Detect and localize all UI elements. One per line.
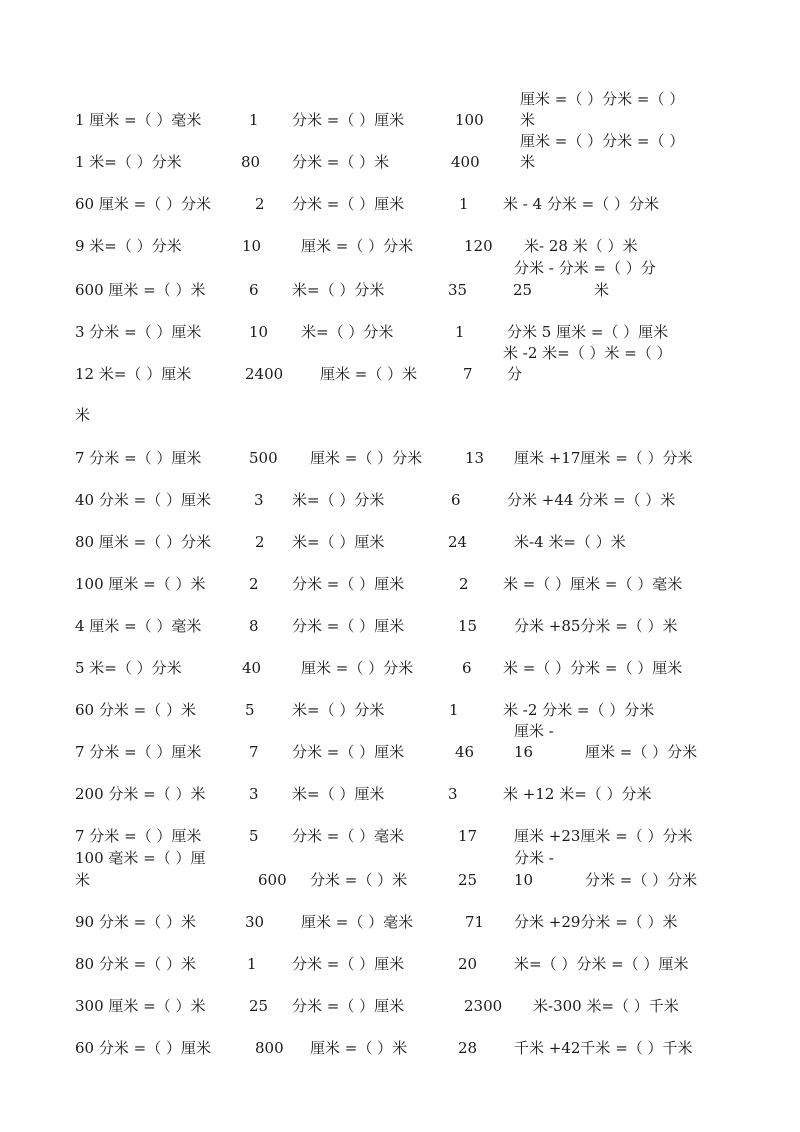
problem-number: 2400 — [245, 365, 284, 383]
problem-text: 厘米 =（ ）分米 — [585, 743, 698, 761]
problem-text: 分米 =（ ）厘米 — [292, 955, 405, 973]
problem-text: 分米 =（ ）厘米 — [292, 617, 405, 635]
problem-text: 米=（ ）厘米 — [292, 785, 385, 803]
problem-number: 17 — [458, 827, 478, 845]
problem-number: 600 — [258, 871, 287, 889]
problem-text: 分米 =（ ）毫米 — [292, 827, 405, 845]
problem-number: 500 — [249, 449, 278, 467]
problem-text: 米 -2 分米 =（ ）分米 — [503, 701, 655, 719]
problem-text: 60 分米 =（ ）厘米 — [75, 1039, 211, 1057]
problem-number: 10 — [514, 871, 534, 889]
problem-text: 厘米 - — [514, 722, 554, 740]
problem-text: 米 — [520, 111, 536, 129]
problem-number: 800 — [255, 1039, 284, 1057]
problem-text: 分米 =（ ）分米 — [585, 871, 698, 889]
problem-text: 200 分米 =（ ）米 — [75, 785, 206, 803]
problem-text: 7 分米 =（ ）厘米 — [75, 827, 202, 845]
problem-number: 30 — [245, 913, 265, 931]
problem-text: 厘米 =（ ）分米 — [301, 659, 414, 677]
problem-number: 2 — [255, 195, 265, 213]
problem-text: 厘米 =（ ）毫米 — [301, 913, 414, 931]
problem-text: 9 米=（ ）分米 — [75, 237, 182, 255]
problem-number: 46 — [455, 743, 475, 761]
problem-text: 分米 +44 分米 =（ ）米 — [507, 491, 676, 509]
problem-text: 40 分米 =（ ）厘米 — [75, 491, 211, 509]
problem-text: 厘米 +17厘米 =（ ）分米 — [514, 449, 693, 467]
problem-text: 分米 - — [514, 849, 554, 867]
problem-number: 16 — [514, 743, 534, 761]
problem-text: 厘米 =（ ）分米 =（ ） — [520, 90, 685, 108]
problem-text: 米 — [520, 153, 536, 171]
problem-text: 分 — [507, 365, 523, 383]
problem-text: 米 +12 米=（ ）分米 — [503, 785, 652, 803]
problem-text: 米 — [594, 281, 610, 299]
problem-number: 2300 — [464, 997, 503, 1015]
problem-text: 1 米=（ ）分米 — [75, 153, 182, 171]
problem-text: 12 米=（ ）厘米 — [75, 365, 192, 383]
problem-number: 13 — [465, 449, 485, 467]
problem-number: 6 — [462, 659, 472, 677]
problem-text: 千米 +42千米 =（ ）千米 — [514, 1039, 693, 1057]
problem-number: 2 — [249, 575, 259, 593]
problem-number: 120 — [464, 237, 493, 255]
problem-number: 40 — [242, 659, 262, 677]
problem-number: 1 — [459, 195, 469, 213]
problem-text: 厘米 =（ ）分米 — [310, 449, 423, 467]
problem-text: 4 厘米 =（ ）毫米 — [75, 617, 202, 635]
problem-number: 28 — [458, 1039, 478, 1057]
problem-number: 25 — [513, 281, 533, 299]
problem-number: 5 — [245, 701, 255, 719]
problem-text: 米=（ ）分米 — [292, 281, 385, 299]
problem-number: 6 — [249, 281, 259, 299]
problem-number: 1 — [249, 111, 259, 129]
problem-text: 米=（ ）分米 — [292, 491, 385, 509]
problem-text: 米=（ ）分米 — [301, 323, 394, 341]
problem-number: 35 — [448, 281, 468, 299]
problem-number: 8 — [249, 617, 259, 635]
problem-text: 米=（ ）分米 =（ ）厘米 — [514, 955, 689, 973]
problem-number: 1 — [247, 955, 257, 973]
problem-text: 米=（ ）厘米 — [292, 533, 385, 551]
problem-text: 90 分米 =（ ）米 — [75, 913, 196, 931]
problem-text: 米 -2 米=（ ）米 =（ ） — [503, 344, 672, 362]
problem-number: 400 — [451, 153, 480, 171]
problem-number: 7 — [249, 743, 259, 761]
problem-text: 米 =（ ）厘米 =（ ）毫米 — [503, 575, 683, 593]
problem-text: 分米 =（ ）厘米 — [292, 195, 405, 213]
problem-text: 米- 28 米（ ）米 — [524, 237, 638, 255]
problem-text: 米-300 米=（ ）千米 — [533, 997, 679, 1015]
problem-number: 25 — [249, 997, 269, 1015]
problem-number: 6 — [451, 491, 461, 509]
problem-text: 600 厘米 =（ ）米 — [75, 281, 206, 299]
problem-text: 分米 =（ ）厘米 — [292, 997, 405, 1015]
problem-number: 1 — [455, 323, 465, 341]
problem-number: 10 — [242, 237, 262, 255]
problem-number: 5 — [249, 827, 259, 845]
problem-number: 100 — [455, 111, 484, 129]
problem-text: 米 — [75, 406, 91, 424]
problem-number: 2 — [255, 533, 265, 551]
problem-text: 7 分米 =（ ）厘米 — [75, 449, 202, 467]
problem-text: 7 分米 =（ ）厘米 — [75, 743, 202, 761]
problem-number: 24 — [448, 533, 468, 551]
problem-text: 分米 5 厘米 =（ ）厘米 — [507, 323, 669, 341]
problem-text: 60 厘米 =（ ）分米 — [75, 195, 211, 213]
problem-number: 1 — [449, 701, 459, 719]
problem-number: 3 — [254, 491, 264, 509]
problem-text: 分米 +29分米 =（ ）米 — [514, 913, 678, 931]
problem-text: 80 分米 =（ ）米 — [75, 955, 196, 973]
problem-number: 7 — [463, 365, 473, 383]
problem-number: 3 — [448, 785, 458, 803]
problem-text: 米=（ ）分米 — [292, 701, 385, 719]
problem-text: 米 — [75, 871, 91, 889]
problem-text: 分米 =（ ）厘米 — [292, 743, 405, 761]
problem-number: 3 — [249, 785, 259, 803]
problem-text: 分米 +85分米 =（ ）米 — [514, 617, 678, 635]
problem-number: 20 — [458, 955, 478, 973]
problem-text: 100 厘米 =（ ）米 — [75, 575, 206, 593]
problem-text: 米 =（ ）分米 =（ ）厘米 — [503, 659, 683, 677]
problem-number: 15 — [458, 617, 478, 635]
problem-number: 2 — [459, 575, 469, 593]
problem-text: 80 厘米 =（ ）分米 — [75, 533, 211, 551]
problem-text: 100 毫米 =（ ）厘 — [75, 849, 206, 867]
problem-number: 10 — [249, 323, 269, 341]
problem-text: 米-4 米=（ ）米 — [514, 533, 626, 551]
problem-text: 厘米 =（ ）分米 — [301, 237, 414, 255]
problem-text: 300 厘米 =（ ）米 — [75, 997, 206, 1015]
problem-text: 厘米 =（ ）分米 =（ ） — [520, 132, 685, 150]
problem-text: 分米 =（ ）厘米 — [292, 111, 405, 129]
problem-number: 80 — [241, 153, 261, 171]
problem-text: 1 厘米 =（ ）毫米 — [75, 111, 202, 129]
problem-text: 3 分米 =（ ）厘米 — [75, 323, 202, 341]
problem-text: 分米 =（ ）厘米 — [292, 575, 405, 593]
problem-text: 60 分米 =（ ）米 — [75, 701, 196, 719]
problem-text: 米 - 4 分米 =（ ）分米 — [503, 195, 660, 213]
problem-number: 25 — [458, 871, 478, 889]
problem-text: 分米 =（ ）米 — [310, 871, 408, 889]
problem-text: 厘米 =（ ）米 — [320, 365, 418, 383]
problem-text: 分米 - 分米 =（ ）分 — [514, 259, 656, 277]
problem-text: 分米 =（ ）米 — [292, 153, 390, 171]
problem-number: 71 — [465, 913, 485, 931]
problem-text: 厘米 +23厘米 =（ ）分米 — [514, 827, 693, 845]
problem-text: 厘米 =（ ）米 — [310, 1039, 408, 1057]
problem-text: 5 米=（ ）分米 — [75, 659, 182, 677]
